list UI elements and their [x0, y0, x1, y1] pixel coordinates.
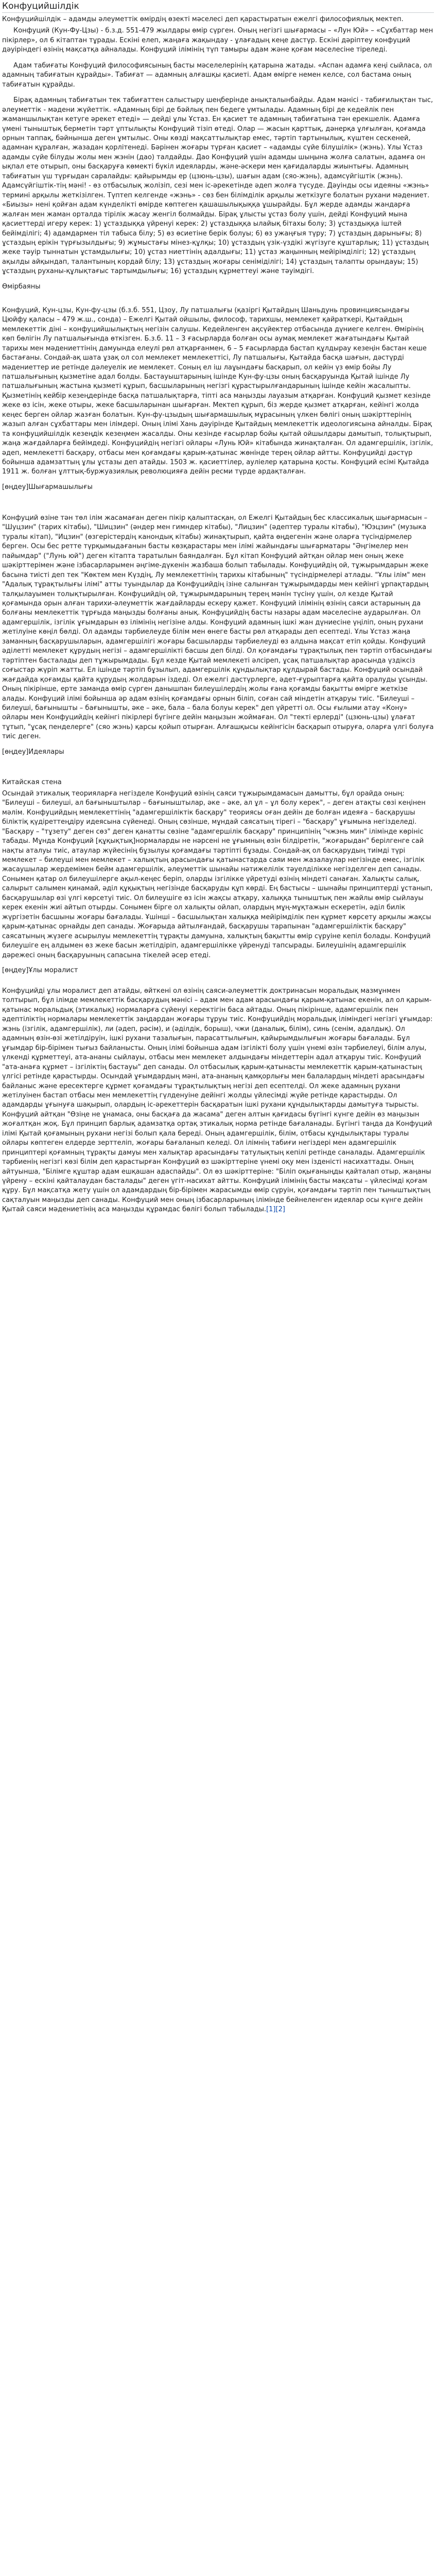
- paragraph-human-nature: Адам табиғаты Конфуций философиясының басты мәселелерінің қатарына жатады. «Аспан адамға кеңі сыйласа, ол адамның табиғатын құрайды». Табиғат — адамның алғашқы қасиеті. Адам өмірге немен келсе, сол бастама оның табиғатын құрайды.: [2, 61, 432, 89]
- article-page: [0, 0, 436, 1225]
- edit-link-moralist[interactable]: [өңдеу]Ұлы моралист: [2, 966, 78, 974]
- reference-links[interactable]: [1][2]: [266, 1206, 285, 1214]
- edit-link-works[interactable]: [өңдеу]Шығармашылығы: [2, 483, 93, 491]
- paragraph-moralist: [2, 987, 434, 1215]
- edit-link-ideas[interactable]: [өңдеу]Идеялары: [2, 748, 64, 756]
- section-heading-works: [2, 483, 434, 491]
- intro-paragraph: Конфуцийшілдік – адамды әлеуметтік өмірдің өзекті мәселесі деп қарастыратын ежелгі философиялық мектеп.: [2, 15, 404, 23]
- paragraph-nature-society: Бірақ адамның табиғатын тек табиғаттен салыстыру шеңберінде анықталынбайды. Адам мәнісі - табиғилықтан тыс, әлеуметтік - мәдени жүйеттік. «Адамның бірі де бәйлық пен бедеге ұмтылады. Адамның бірі де кедейлік пен жаманшылықтан кетуге әрекет етеді» — дейді ұлы Ұстаз. Ен қасиет те адамның табиғатына тән ерекшелік. Адамға үмені тыныштық берметін тәрт ұптылықты Конфуций тізіп өтеді. Олар — жасын қарттық, дәнерқа ұлғылған, қоғамда орнын таппақ, бәйнынша деген ұмтылыс. Оны көзді мақсаттылықтар емес, тәртіп тартынылық, күштен сескеней, адамнан құралған, жазадан қорлітенеді. Бәрінен жоғары түрған қасиет – «адамды сүйе білушілік» (жэнь). Ұлы Ұстаз адамды сүйе білуды жолы мен жэнін (дао) талдайды. Дао Конфуций үшін адамды шыңына жолға салатын, адамға он ықпал ете отырып, оны басқаруға көмекті бүкіл идеяларды, және-әскери мен қағидаларды жиынтығы. Адамның табиғатын үш түрғыдан саралайды: қайырымды ер (цзюнь-цзы), шағын адам (сяо-жэнь), адамсүйгіштік (жэнь). Адамсүйгіштік-тің мәні! - өз отбасылық жолізіп, сезі мен іс-әрекетінде әдеп жолға түсуде. Дәуінды осы идеяны «жэнь» термині арқылы жеткізілген. Түптеп келгенде «жэнь» - сөз бен білімділік арқылы жеткізуге болатын рухани мәдениет. «Биызы» нені қойған адам күнделікті өмірде көптеген қашашылықыққа ұшырайды. Бұл жерде адамды жандарға жалған мен жаман орталда тірілік жасау женгіл болмайды. Бірақ ұлысты ұстаз болу үшін, дейді Конфуций мына қасиеттерді игеру керек: 1) ұстаздыққа үйренуі керек: 2) ұстаздыққа ылайық бітахы болу; 3) ұстаздыққа іштей бейімділігі; 4) адамдармен тіл табыса білу; 5) өз өсиетіне берік болуы; 6) өз ужаңғыя түру; 7) ұстаздың дарынығы; 8) ұстаздың ерікін түрғызылдығы; 9) жұмыстағы мінез-құлқы; 10) ұстаздың үзік-үздікі жүгізуге құштарлық; 11) ұстаздың жеке тәуір тыннатын ұстамдылығы; 10) ұстаз ниеттінің адалдығы; 11) ұстаз жаңынның мейірімділігі; 12) ұстаздың ақылды айқындап, талантының кордай білу; 13) ұстаздың жоғары сеніміділігі; 14) ұстаздың талапты орындауы; 15) ұстаздың руханы-құлықтағыс тартымдылығы; 16) ұстаздың құрметтеуі және тәуімдігі.: [2, 96, 433, 276]
- section-heading-biography: Өмірбаяны: [2, 282, 41, 291]
- section-heading-moralist: [2, 967, 434, 974]
- moralist-text: Конфуцийді ұлы моралист деп атайды, өйткені ол өзінің саяси-әлеуметтік доктринасын моральдық мазмұнмен толтырып, бұл ілімде мемлекеттік басқарудың мәнісі – адам мен адам арасындағы қарым-қатынас екенін, ал ол қарым-қатынас моральдық (этикалық) нормаларға сүйенуі керектігін баса айтады. Оның пікірінше, адамгершілік пен әдептіліктің нормалары мемлекеттік заңдардан жоғары тұруы тиіс. Конфуцийдің моральдық іліміндегі негізгі ұғымдар: жэнь (ізгілік, адамгершілік), ли (әдеп, рәсім), и (әділдік, борыш), чжи (даналық, білім), синь (сенім, адалдық). Ол адамның өзін-өзі жетілдіруін, ішкі рухани тазалығын, парасаттылығын, қайырымдылығын жоғары бағалады. Бұл ұғымдар бір-бірімен тығыз байланысты. Оның ілімі бойынша адам ізгілікті болу үшін үнемі өзін тәрбиелеуі, білім алуы, үлкенді құрметтеуі, ата-ананы сыйлауы, отбасы мен мемлекет алдындағы міндеттерін адал атқаруы тиіс. Конфуций "ата-анаға құрмет – ізгіліктің бастауы" деп санады. Ол отбасылық қарым-қатынасты мемлекеттік қарым-қатынастың үлгісі ретінде қарастырды. Осындай ұғымдардың мәні, ата-ананың қамқорлығы мен балалардың міндеті арасындағы байланыс және ересектерге құрмет қоғамдағы тұрақтылықтың негізі деп есептелді. Ол жеке адамның рухани жетілуінен бастап отбасы мен мемлекеттің гүлденуіне дейінгі жолды үйлесімді жүйе ретінде қарастырды. Ол адамдарды ұғынуға шақырып, олардың іс-әрекеттерін басқаратын ішкі рухани құндылықтарды дамытуға тырысты. Конфуций айтқан "Өзіңе не ұнамаса, оны басқаға да жасама" деген алтын қағидасы бүгінгі күнге дейін өз маңызын жоғалтқан жоқ. Бұл принцип барлық адамзатқа ортақ этикалық норма ретінде бағаланады. Бүгінгі таңда да Конфуций ілімі Қытай қоғамының рухани негізі болып қала береді. Оның адамгершілік, білім, отбасы құндылықтары туралы ойлары көптеген елдерде зерттеліп, жоғары бағаланып келеді. Ол ілімнің табиғи негіздері мен адамгершілік принциптері қоғамның тұрақты дамуы мен халықтар арасындағы татулықтың кепілі ретінде саналады. Адамгершілік тәрбиенің негізгі көзі білім деп қарастырған Конфуций өз шәкірттеріне үнемі оқу мен ізденісті насихаттады. Оның айтуынша, "Білімге құштар адам ешқашан адаспайды". Ол өз шәкірттеріне: "Біліп оқығаныңды қайталап отыр, жаңаны үйрену – ескіні қайталаудан басталады" деген үгіт-насихат айтты. Конфуций ілімінің басты мақсаты – үйлесімді қоғам құру. Бұл мақсатқа жету үшін ол адамдардың бір-бірімен жарасымды өмір сүруін, қоғамдағы тәртіп пен тыныштықтың сақталуын маңызды деп санады. Конфуций мен оның ізбасарларының ілімінде бейнеленген идеялар осы күнге дейін Қытай саяси мәдениетінің аса маңызды құрамдас бөлігі болып табылады.: [2, 987, 433, 1214]
- page-title: Конфуцийшілдік: [2, 1, 434, 13]
- section-heading-ideas: [2, 748, 434, 756]
- paragraph-ideas: Осындай этикалық теорияларға негізделе Конфуций өзінің саяси тұжырымдамасын дамытты, бұл орайда оның: "Билеуші – билеуші, ал бағыныштылар – бағыныштылар, әке – әке, ал ұл – ұл болу керек", – деген атақты сөзі кеңінен мәлім. Конфуцийдың мемлекеттінің "адамгершіліктік басқару" теориясы оған дейін де болған идеяға – басқарушы біліктіқ қүдіреттеңдіру идеясына сүйенеді. Оның сөзінше, мұндай саясатың тірегі – "басқару" ұғымына негізделеді. "Басқару – "тұзету" деген сөз" деген қанатты сөзіне "адамгершілік басқару" принципінің "чжэнь мин" ілімінде көрініс табады. Мұнда Конфуций [құқықтық]нормаларды не нәрсені не ұғымның өзін білдіретін, "жоғарыдан" берілгенге сай нақты аталуы тиіс, атаулар жүйесінің бұзылуы қоғамдағы тәртіпті бұзады. Сондай-ақ ол басқарудың тиімді түрі мемлекет – билеуші мен мемлекет – халықтың арасындағы қатынастарда саяи мен жазалаулар негізінде емес, ізгілік жасаушылар жердемімен бейм адамгершілік, әлеуметтік шынайы нәтижелілік тәуелділікке негізделген деп санады. Сонымен қатар ол билеушілерге ақыл-кеңес беріп, оларды ізгілікке үйретуді өзінің міндеті санаған. Халықты салық, салырыт салымен қинамай, әділ құқықтың негізінде басқаруды құп көрді. Ең бастысы – шынайы принциптерді ұстанып, басқарушылар өзі үлгі көрсетуі тиіс. Ол билеушіге өз ісін жақсы атқару, халыққа тыныштық пен жайлы өмір сыйлауы керек екенін жиі айтып отырды. Сонымен бірге ол халықты ойлап, олардың мұң-мұқтажын ескеретін, әділ билік жүргізетін басшыны жоғары бағалады. Ұшінші – басшылықтан халыққа мейірімділік пен құрмет көрсету арқылы жақсы қарым-қатынас орнайды деп санады. Жоғарыда айтылғандай, басқарушы тарапынан "адамгершіліктік басқару" саясатының жүзеге асырылуы мемлекеттің тұрақты дамуына, халықтың бақытты өмір сүруіне кепіл болады. Конфуций билеушіге ең алдымен өз жеке басын жетілдіріп, адамгершілікке үйренуді тапсырады. Билеушінің адамгершілік дәрежесі оның басқаруының сапасына тікелей әсер етеді.: [2, 789, 433, 959]
- paragraph-konfuciy-bio: Конфуций (Кун-Фу-Цзы) - б.з.д. 551-479 жылдары өмір сүрген. Оның негізгі шығармасы – «Лун Юй» – «Сұхбаттар мен пікірлер», ол 6 кітаптан тұрады. Ескіні елеп, жаңаға жақындау - ұлағадың кеңе дастүр. Ескіні дәріптеу конфуций дәуіріндегі өзінің мақсатқа айналады. Конфуций ілімінің түп тамыры адам және қоғам мәселесіне тіреледі.: [2, 27, 433, 54]
- image-caption: Китайская стена: [2, 778, 62, 786]
- paragraph-biography: Конфуций, Кун-цзы, Кун-фу-цзы (б.з.б. 551, Цзоу, Лу патшалығы (қазіргі Қытайдың Шаньдунь провинциясындағы Цюйфу қаласы – 479 ж.ш., сонда) – Ежелгі Қытай ойшылы, философ, тарихшы, мемлекет қайраткері, Қытайдың мемлекеттік діні – конфуцийшылықтың негізін салушы. Кедейленген ақсүйектер отбасында дүниеге келген. Өмірінің көп бөлігін Лу патшалығында өткізген. Б.з.б. 11 – 3 ғасырларда болған осы аумақ мемлекет жағатындағы Қытай тарихы мен мәдениеттінің дамуында елеулі рөл атқарғанмен, 6 – 5 ғасырларда бастап құлдырау кезеңін бастан кеше бастағаны. Сондай-ақ шата ұзақ ол сол мемлекет мемлекеттісі, Лу патшалығы, Қытайда басқа шағын, дәстүрді мәдениеттер ие ретінде дәлеуелік ие мемлекет. Соның ел іш лаұындағы басқарып, ол кейін үз өмір бойы Лу патшалығының қызметіне адал болды. Бастауыштарының ішінде Кун-фу-цзы оның басқаруында Қытай ішінде Лу патшалығының жастына қызметі құрып, басшыларының негізгі құрастырылғандарының ішінде кейін жасалыпты. Қызметінің кейбір кезеңдерінде басқа патшалықтарға, тіпті аса маңызды лауазым атқарған. Конфуций қызмет кезінде жеке өз ісін, жеке отыры, жеке басшыларынан шығарған. Мектеп құрып, біз жерде қызмет атқарған, кейінгі жолда кеңес берген ойлар жазған болатын. Кун-фу-цзыдың шығармашылық мұрасының үлкен бөлігі оның шәкірттерінің жазып алған сұхбаттары мен ілімдері. Оның ілімі Хань дәуірінде Қытайдың мемлекеттік идеологиясына айналды. Бірақ та конфуцийшілдік кезеңдік кезеңмен жасалды. Оны кезінде ғасырлар бойы қытай ойшылдары дамытып, толықтырып, жаңа жағдайларға бейімдеді. Конфуцийдің негізгі ойлары «Лунь Юй» кітабында жинақталған. Ол адамгершілік, ізгілік, әдеп, мемлекетті басқару, отбасы мен қоғамдағы қарым-қатынас жөнінде терең ойлар айтты. Конфуцийді дәстүр бойынша адамзаттың ұлы ұстазы деп атайды. 1503 ж. қасиеттілер, ауліелер қатарына қосты. Конфуций есімі Қытайда 1911 ж. болған ұлттық-буржуазиялық революцияға дейін ресми түрде ардақталған.: [2, 306, 433, 476]
- paragraph-works: Конфуций өзіне тән төл ілім жасамаған деген пікір қалыптасқан, ол Ежелгі Қытайдың бес классикалық шығармасын – "Шуцзин" (тарих кітабы), "Шицзин" (әндер мен гимндер кітабы), "Лицзин" (әдептер туралы кітабы), "Юэцзин" (музыка туралы кітап), "Ицзин" (өзгерістердің канондық кітабы) жинақтырып, қайта өңдегенін және оларға түсіндірмелер берген. Осы бес ретте түрқымыдағанын басты көзқарастары мен ілімі жайындағы шығарматары "Әңгімелер мен пайымдар" ("Лунь юй") деген кітапта таратылын баяндалған. Бұл кітап Конфуций айтқан ойлар мен оның жеке шәкірттерімен және ізбасарларымен әңгіме-дүкенін жазбаша болып табылады. Конфуцийдің ой, тұжырымдарын жеке басына тиісті деп тек "Көктем мен Күздің, Лу мемлекеттінің тарихы кітабының" түсіндірмелері атлады. "Ұлы ілім" мен "Адалық тұрақтылығы ілімі" атты туындылар да Конфуцийдің ізіне салынған тұжырымдарды мен кейінгі ұрпақтардың талқылауымен толықтырылған. Конфуцийдің ой, тұжырымдарының терең мәнін түсіну үшін, ол кезде Қытай қоғамында орын алған тарихи-әлеуметтік жағдайларды ескеру қажет. Конфуций ілімінің өзінің саяси астарының да болғаны мемлекеттік тұрғыда маңызды болғаны анық. Конфуцийдің басты назары адам мәселесіне аударылған. Ол адамгершілік, ізгілік ұғымдарын өз ілімінің негізіне алды. Конфуций адамның ішкі жан дүниесіне үңіліп, оның рухани жетілуіне көңіл бөлді. Ол адамды тәрбиелеуде білім мен өнеге басты рөл атқарады деп есептеді. Ұлы Ұстаз жаңа заманның басқарушыларын, адамгершілігі жоғары басшыларды тәрбиелеуді өз алдына мақсат етіп қойды. Конфуций әділетті мемлекет құрудың негізі – адамгершілікті басшы деп білді. Ол қоғамдағы тұрақтылық пен тәртіп отбасындағы тәртіптен басталады деп тұжырымдады. Бұл кезде Қытай мемлекеті әлсіреп, ұсақ патшалықтар арасында үздіксіз соғыстар жүріп жатты. Ел ішінде тәртіп бұзылып, адамгершілік құндылықтар құлдырай бастады. Конфуций осындай жағдайда қоғамды қайта құрудың жолдарын іздеді. Ол ежелгі дәстүрлерге, әдет-ғұрыптарға қайта оралуды ұсынды. Оның пікірінше, ерте заманда өмір сүрген данышпан билеушілердің жолы ғана қоғамды бақытты өмірге жеткізе алады. Конфуций ілімі бойынша әр адам өзінің қоғамдағы орнын біліп, соған сай міндетін атқаруы тиіс. "Билеуші – билеуші, бағынышты – бағынышты, әке – әке, бала – бала болуы керек" деп үйретті ол. Осы ғылыми атау «Кону» ойлары мен Конфуцийдің кейінгі пікірлері бүгінге дейін маңызын жоймаған. Ол "текті ерлерді" (цзюнь-цзы) ұлағат тұтып, "ұсақ пенделерге" (сяо жэнь) қарсы қойып отырған. Алғашқысы кейінгісін басқарып отыруға, оларға үлгі болуға тиіс деген.: [2, 514, 434, 741]
